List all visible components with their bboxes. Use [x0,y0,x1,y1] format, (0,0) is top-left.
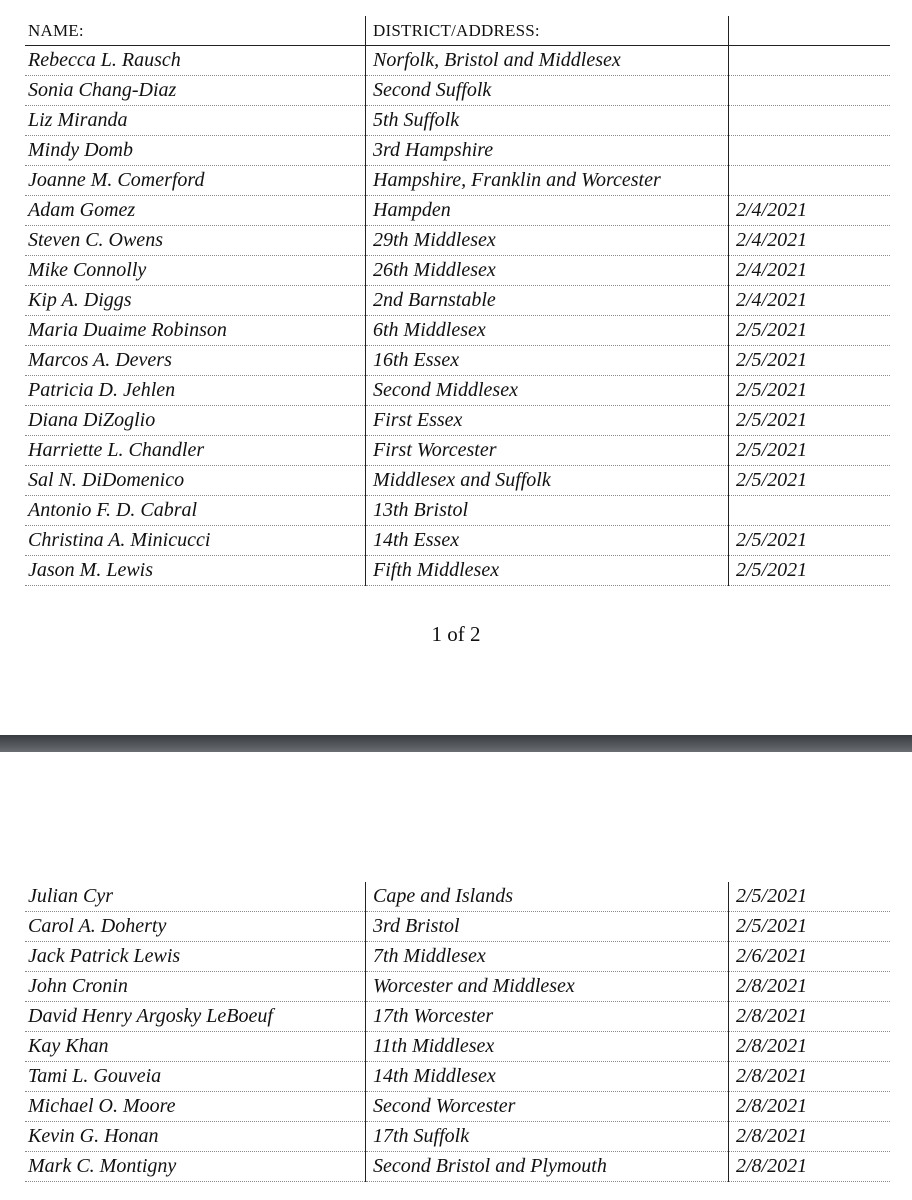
district-cell: Second Bristol and Plymouth [366,1152,729,1182]
table-row [25,526,890,556]
name-cell: Patricia D. Jehlen [25,376,366,406]
name-cell: Julian Cyr [25,882,366,912]
name-cell: Marcos A. Devers [25,346,366,376]
page-number: 1 of 2 [431,622,481,646]
district-cell: First Essex [366,406,729,436]
date-cell: 2/6/2021 [729,942,891,972]
date-cell: 2/4/2021 [729,226,891,256]
district-cell: 29th Middlesex [366,226,729,256]
document-page-2 [0,752,912,1200]
table-row [25,136,890,166]
name-column-header: NAME: [25,16,366,46]
district-cell: 16th Essex [366,346,729,376]
name-cell: Tami L. Gouveia [25,1062,366,1092]
district-cell: 7th Middlesex [366,942,729,972]
name-cell: Adam Gomez [25,196,366,226]
table-row [25,436,890,466]
name-cell: Carol A. Doherty [25,912,366,942]
name-cell: Mindy Domb [25,136,366,166]
table-row [25,376,890,406]
district-cell: 13th Bristol [366,496,729,526]
table-row [25,46,890,76]
date-cell: 2/5/2021 [729,316,891,346]
table-row [25,1092,890,1122]
district-cell: 17th Suffolk [366,1122,729,1152]
name-cell: Maria Duaime Robinson [25,316,366,346]
signatory-table-page-1 [25,16,890,586]
name-cell: Liz Miranda [25,106,366,136]
name-cell: John Cronin [25,972,366,1002]
page-separator [0,735,912,752]
district-cell: 6th Middlesex [366,316,729,346]
table-row [25,166,890,196]
name-cell: Michael O. Moore [25,1092,366,1122]
district-cell: Second Worcester [366,1092,729,1122]
table-row [25,196,890,226]
date-cell: 2/5/2021 [729,526,891,556]
date-cell: 2/8/2021 [729,972,891,1002]
table-row [25,256,890,286]
district-cell: Second Middlesex [366,376,729,406]
date-cell [729,76,891,106]
district-cell: Middlesex and Suffolk [366,466,729,496]
date-cell [729,166,891,196]
district-cell: 3rd Hampshire [366,136,729,166]
district-cell: Second Suffolk [366,76,729,106]
name-cell: Christina A. Minicucci [25,526,366,556]
district-cell: 5th Suffolk [366,106,729,136]
name-cell: Mark C. Montigny [25,1152,366,1182]
date-cell: 2/5/2021 [729,912,891,942]
date-cell: 2/5/2021 [729,466,891,496]
name-cell: Kay Khan [25,1032,366,1062]
table-row [25,406,890,436]
district-cell: Hampshire, Franklin and Worcester [366,166,729,196]
district-cell: 26th Middlesex [366,256,729,286]
date-cell: 2/8/2021 [729,1092,891,1122]
district-cell: 14th Middlesex [366,1062,729,1092]
table-row [25,882,890,912]
date-cell: 2/5/2021 [729,436,891,466]
name-cell: Jason M. Lewis [25,556,366,586]
table-row [25,466,890,496]
date-cell [729,46,891,76]
table-row [25,1152,890,1182]
name-cell: David Henry Argosky LeBoeuf [25,1002,366,1032]
table-row [25,226,890,256]
table-row [25,1062,890,1092]
table-row [25,556,890,586]
district-cell: 2nd Barnstable [366,286,729,316]
date-column-header [729,16,891,46]
district-cell: 3rd Bristol [366,912,729,942]
date-cell: 2/5/2021 [729,556,891,586]
name-cell: Sonia Chang-Diaz [25,76,366,106]
date-cell: 2/4/2021 [729,286,891,316]
district-cell: Worcester and Middlesex [366,972,729,1002]
date-cell: 2/8/2021 [729,1062,891,1092]
date-cell: 2/5/2021 [729,376,891,406]
name-cell: Jack Patrick Lewis [25,942,366,972]
name-cell: Harriette L. Chandler [25,436,366,466]
name-cell: Rebecca L. Rausch [25,46,366,76]
name-cell: Steven C. Owens [25,226,366,256]
name-cell: Kip A. Diggs [25,286,366,316]
date-cell: 2/8/2021 [729,1152,891,1182]
table-row [25,76,890,106]
date-cell: 2/8/2021 [729,1032,891,1062]
name-cell: Diana DiZoglio [25,406,366,436]
name-cell: Mike Connolly [25,256,366,286]
table-row [25,286,890,316]
table-row [25,1032,890,1062]
table-row [25,942,890,972]
district-column-header: DISTRICT/ADDRESS: [366,16,729,46]
table-row [25,912,890,942]
district-cell: Cape and Islands [366,882,729,912]
table-row [25,346,890,376]
date-cell: 2/8/2021 [729,1122,891,1152]
date-cell: 2/8/2021 [729,1002,891,1032]
name-cell: Sal N. DiDomenico [25,466,366,496]
date-cell: 2/5/2021 [729,406,891,436]
district-cell: Norfolk, Bristol and Middlesex [366,46,729,76]
name-cell: Antonio F. D. Cabral [25,496,366,526]
signatory-table-page-2 [25,882,890,1182]
date-cell: 2/4/2021 [729,256,891,286]
table-row [25,1122,890,1152]
district-cell: 14th Essex [366,526,729,556]
date-cell [729,496,891,526]
district-cell: Hampden [366,196,729,226]
table-row [25,106,890,136]
district-cell: Fifth Middlesex [366,556,729,586]
district-cell: 17th Worcester [366,1002,729,1032]
table-header-row [25,16,890,46]
date-cell: 2/4/2021 [729,196,891,226]
name-cell: Joanne M. Comerford [25,166,366,196]
date-cell [729,136,891,166]
date-cell [729,106,891,136]
table-row [25,316,890,346]
table-row [25,972,890,1002]
name-cell: Kevin G. Honan [25,1122,366,1152]
date-cell: 2/5/2021 [729,346,891,376]
district-cell: 11th Middlesex [366,1032,729,1062]
date-cell: 2/5/2021 [729,882,891,912]
table-row [25,496,890,526]
district-cell: First Worcester [366,436,729,466]
table-row [25,1002,890,1032]
